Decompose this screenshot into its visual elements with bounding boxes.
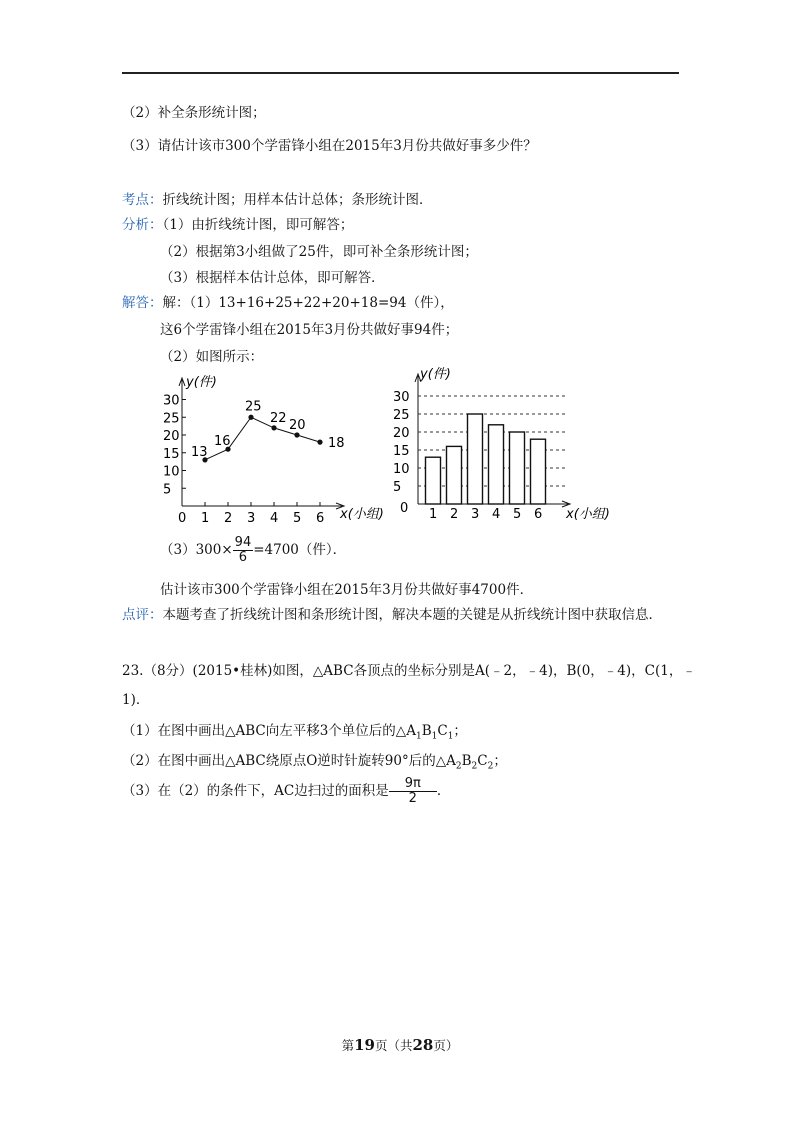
x-axis-title: x(小组): [340, 507, 384, 522]
header-rule: [122, 72, 679, 74]
data-label: 16: [214, 434, 231, 450]
line-chart: [160, 368, 390, 528]
calc-post: =4700（件）．: [253, 542, 347, 558]
fenxi-label: 分析：: [122, 217, 163, 233]
x-tick-label: 5: [293, 511, 302, 526]
q23-part2-end: ；: [493, 753, 507, 769]
bar: [447, 446, 462, 504]
q23-part3-end: ．: [436, 783, 451, 799]
q23-part1-text: （1）在图中画出△ABC向左平移3个单位后的△A: [122, 723, 416, 739]
x-tick-label: 1: [429, 507, 438, 522]
q23-part2: [122, 749, 507, 772]
x-tick-label: 3: [471, 507, 480, 522]
y-axis-title: y(件): [420, 367, 451, 382]
data-label: 20: [289, 418, 306, 433]
bar: [510, 432, 525, 504]
origin-label: 0: [400, 501, 409, 516]
jieda-line-3: （2）如图所示：: [160, 349, 264, 365]
y-tick-label: 15: [393, 444, 410, 459]
subscript: 2: [471, 761, 478, 772]
vertex-c: C: [437, 723, 448, 739]
calc-denominator: 6: [238, 550, 248, 565]
page-footer: [0, 1036, 800, 1054]
dianping-text: 本题考查了折线统计图和条形统计图，解决本题的关键是从折线统计图中获取信息．: [162, 607, 662, 623]
x-tick-label: 2: [450, 507, 459, 522]
y-tick-label: 10: [163, 464, 180, 480]
x-tick-label: 0: [178, 511, 187, 526]
calc-fraction: [233, 536, 254, 565]
data-label: 25: [245, 399, 262, 415]
data-label: 18: [328, 436, 345, 452]
subscript: 1: [415, 731, 422, 742]
q23-heading-cont: 1)．: [122, 692, 150, 708]
estimate-line: 估计该市300个学雷锋小组在2015年3月份共做好事4700件．: [160, 582, 534, 598]
footer-mid: 页（共: [374, 1038, 413, 1053]
x-tick-label: 1: [201, 511, 210, 526]
q23-part3: [122, 777, 450, 806]
x-tick-label: 4: [270, 511, 279, 526]
data-label: 13: [191, 444, 208, 460]
q23-part2-text: （2）在图中画出△ABC绕原点O逆时针旋转90°后的△A: [122, 753, 456, 769]
y-tick-label: 15: [163, 446, 180, 462]
footer-pre: 第: [341, 1038, 355, 1053]
footer-post: 页）: [433, 1038, 459, 1053]
data-point: [271, 425, 276, 430]
bar: [531, 439, 546, 504]
y-tick-label: 5: [163, 482, 172, 498]
jieda-line-1: 解：（1）13+16+25+22+20+18=94（件），: [162, 295, 454, 311]
q23-part3-text: （3）在（2）的条件下，AC边扫过的面积是: [122, 783, 389, 799]
jieda-label: 解答：: [122, 295, 163, 311]
fenxi-line-1: （1）由折线统计图，即可解答；: [162, 217, 354, 233]
kaodian-row: [122, 188, 433, 208]
total-pages: 28: [412, 1036, 434, 1054]
q22-part2: （2）补全条形统计图；: [122, 105, 266, 121]
bar: [468, 414, 483, 504]
data-point: [317, 440, 322, 445]
y-tick-label: 10: [393, 462, 410, 477]
calc-pre: （3）300×: [160, 542, 233, 558]
jieda-line-2: 这6个学雷锋小组在2015年3月份共做好事94件；: [160, 322, 459, 338]
x-tick-label: 2: [224, 511, 233, 526]
y-axis-title: y(件): [186, 375, 217, 390]
y-tick-label: 30: [393, 390, 410, 405]
fenxi-line-3: （3）根据样本估计总体，即可解答．: [160, 270, 385, 286]
data-label: 22: [270, 410, 287, 426]
q23-part1: [122, 719, 467, 742]
kaodian-text: 折线统计图；用样本估计总体；条形统计图．: [162, 192, 433, 208]
bar: [489, 425, 504, 504]
dianping-label: 点评：: [122, 607, 163, 623]
answer-denominator: 2: [408, 791, 417, 806]
jieda-row: [122, 291, 454, 311]
page-number: 19: [354, 1036, 375, 1054]
bar: [426, 457, 441, 504]
calc-row: [160, 536, 346, 565]
answer-fraction: [403, 777, 423, 806]
data-point: [248, 415, 253, 420]
data-point: [294, 432, 299, 437]
y-tick-label: 30: [163, 393, 180, 409]
vertex-c: C: [477, 753, 488, 769]
calc-numerator: 94: [234, 535, 252, 550]
y-tick-label: 20: [393, 426, 410, 441]
fenxi-line-2: （2）根据第3小组做了25件，即可补全条形统计图；: [160, 244, 478, 260]
subscript: 2: [455, 761, 462, 772]
q22-part3: （3）请估计该市300个学雷锋小组在2015年3月份共做好事多少件？: [122, 138, 537, 154]
y-tick-label: 25: [163, 411, 180, 427]
kaodian-label: 考点：: [122, 192, 163, 208]
subscript: 1: [447, 731, 454, 742]
answer-numerator: 9π: [404, 776, 421, 791]
answer-blank-left: [389, 791, 403, 792]
vertex-b: B: [421, 723, 432, 739]
y-tick-label: 25: [393, 408, 410, 423]
subscript: 2: [487, 761, 494, 772]
y-tick-label: 5: [393, 480, 402, 495]
x-tick-label: 5: [513, 507, 522, 522]
x-tick-label: 6: [534, 507, 543, 522]
x-tick-label: 6: [316, 511, 325, 526]
dianping-row: [122, 603, 662, 623]
bar-chart: [390, 362, 630, 528]
q23-heading: 23.（8分）(2015•桂林)如图，△ABC各顶点的坐标分别是A(﹣2，﹣4)，B(0，﹣4)，C(1，﹣: [122, 663, 696, 679]
x-tick-label: 4: [492, 507, 501, 522]
y-tick-label: 20: [163, 429, 180, 444]
vertex-b: B: [461, 753, 472, 769]
subscript: 1: [431, 731, 438, 742]
answer-blank-right: [423, 791, 437, 792]
x-tick-label: 3: [247, 511, 256, 526]
x-axis-title: x(小组): [566, 507, 610, 522]
fenxi-row: [122, 213, 353, 233]
q23-part1-end: ；: [453, 723, 467, 739]
